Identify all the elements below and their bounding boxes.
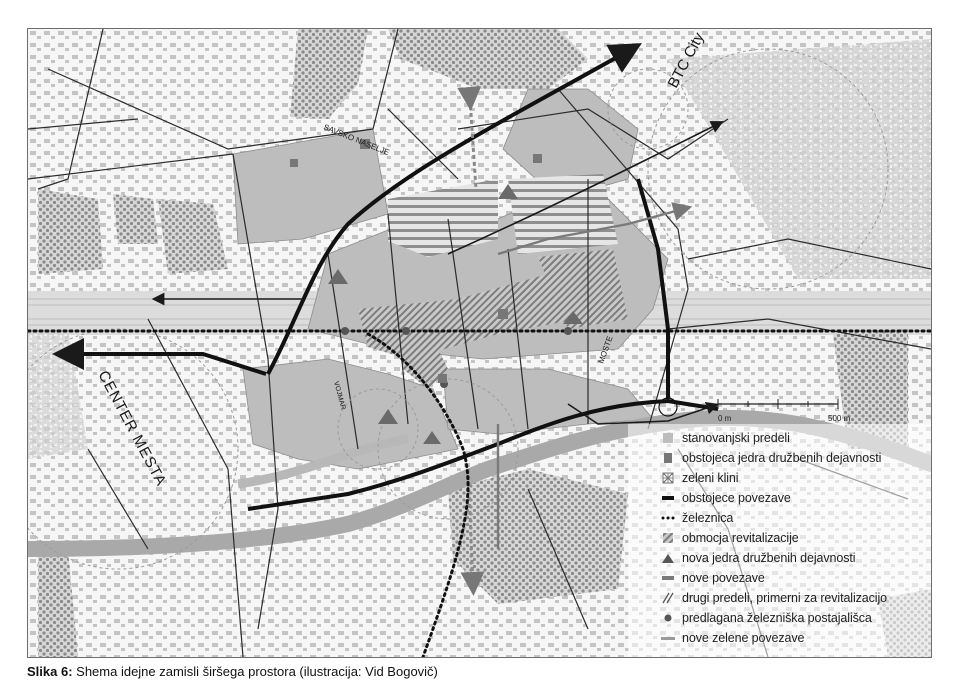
- moste-label: MOSTE: [596, 334, 615, 365]
- center-mesta-label: CENTER MESTA: [94, 367, 170, 490]
- caption-text: Shema idejne zamisli širšega prostora (ilustracija: Vid Bogovič): [72, 664, 438, 679]
- existing-links-icon: [660, 490, 676, 506]
- legend-item: [660, 489, 791, 507]
- railway-icon: [660, 510, 676, 526]
- legend-item: [660, 569, 765, 587]
- figure-caption: [27, 664, 438, 679]
- legend-label: obstojeca jedra družbenih dejavnosti: [682, 451, 882, 465]
- existing-social-centres-icon: [660, 450, 676, 466]
- legend-item: [660, 529, 799, 547]
- new-green-links-icon: [660, 630, 676, 646]
- vojmar-label: VOJMAR: [332, 380, 347, 411]
- legend-label: nove zelene povezave: [682, 631, 805, 645]
- new-links-icon: [660, 570, 676, 586]
- legend-item: [660, 429, 790, 447]
- new-social-centres-icon: [660, 550, 676, 566]
- legend-item: [660, 549, 855, 567]
- btc-city-label: BTC City: [664, 29, 708, 91]
- scale-end-label: 500 m: [828, 414, 851, 423]
- caption-prefix: Slika 6:: [27, 664, 73, 679]
- scale-start-label: 0 m: [718, 414, 732, 423]
- legend-label: predlagana železniška postajališca: [682, 611, 872, 625]
- legend-item: [660, 609, 872, 627]
- residential-areas-icon: [660, 430, 676, 446]
- map-frame: [27, 28, 932, 658]
- legend-item: [660, 509, 733, 527]
- proposed-stations-icon: [660, 610, 676, 626]
- legend-label: stanovanjski predeli: [682, 431, 790, 445]
- legend-item: [660, 629, 804, 647]
- legend-label: obstojece povezave: [682, 491, 791, 505]
- other-revitalization-areas-icon: [660, 590, 676, 606]
- legend-item: [660, 589, 887, 607]
- revitalization-area-northeast: [508, 174, 618, 254]
- savsko-naselje-label: SAVSKO NASELJE: [322, 122, 391, 158]
- legend-label: železnica: [682, 511, 734, 525]
- legend-label: nova jedra družbenih dejavnosti: [682, 551, 856, 565]
- legend-label: obmocja revitalizacije: [682, 531, 799, 545]
- legend-item: [660, 449, 881, 467]
- legend-label: nove povezave: [682, 571, 765, 585]
- legend-label: zeleni klini: [682, 471, 739, 485]
- legend-label: drugi predeli, primerni za revitalizacijo: [682, 591, 888, 605]
- green-wedges-icon: [660, 470, 676, 486]
- legend-item: [660, 469, 738, 487]
- revitalization-areas-icon: [660, 530, 676, 546]
